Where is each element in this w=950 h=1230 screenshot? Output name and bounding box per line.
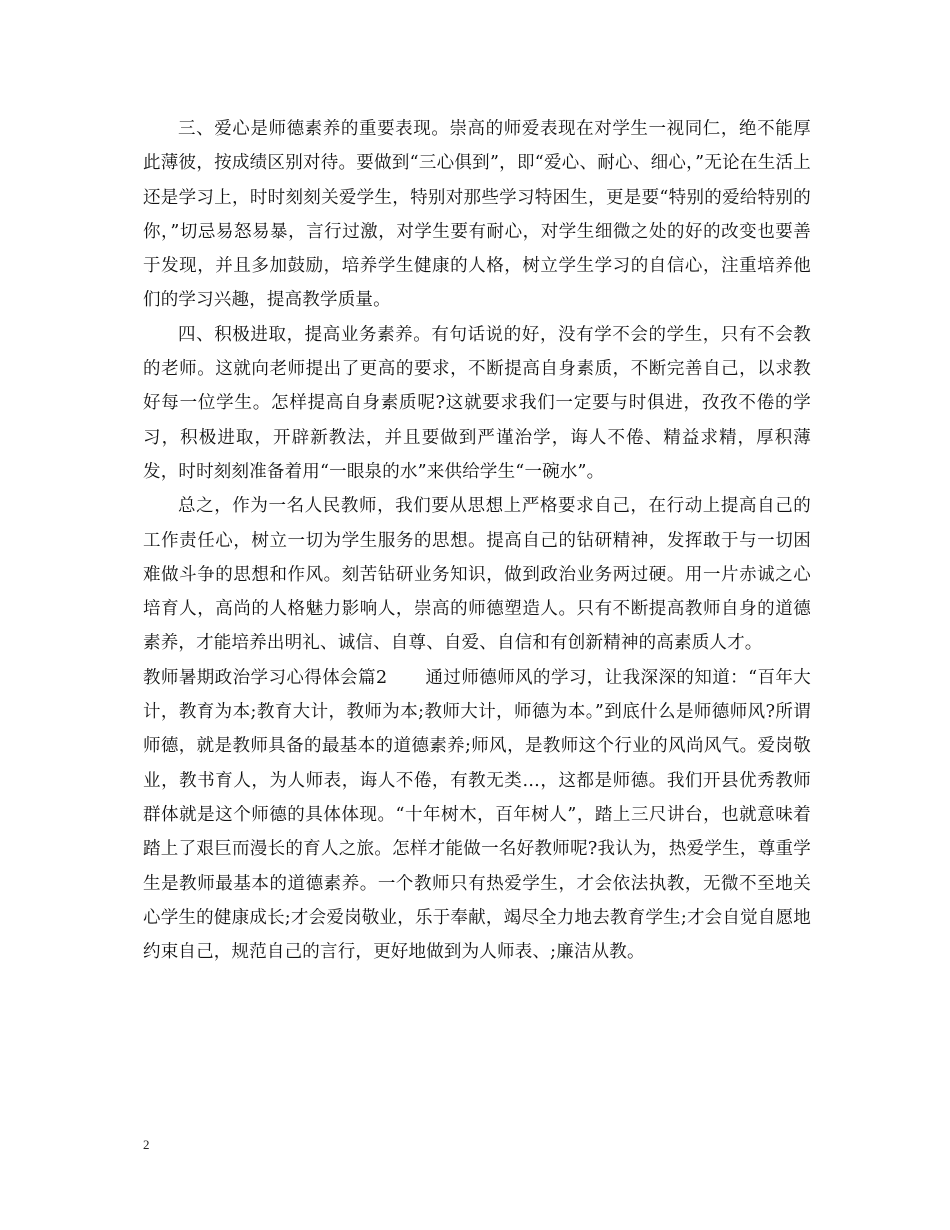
paragraph-section-2 xyxy=(143,661,811,970)
paragraph-progress: 四、积极进取，提高业务素养。有句话说的好，没有学不会的学生，只有不会教的老师。这就向老师提出了更高的要求，不断提高自身素质，不断完善自己，以求教好每一位学生。怎样提高自身素质呢?这就要求我们一定要与时俱进，孜孜不倦的学习，积极进取，开辟新教法，并且要做到严谨治学，诲人不倦、精益求精，厚积薄发，时时刻刻准备着用“一眼泉的水”来供给学生“一碗水”。 xyxy=(143,324,811,482)
paragraph-love: 三、爱心是师德素养的重要表现。崇高的师爱表现在对学生一视同仁，绝不能厚此薄彼，按成绩区别对待。要做到“三心俱到”，即“爱心、耐心、细心，”无论在生活上还是学习上，时时刻刻关爱学生，特别对那些学习特困生，更是要“特别的爱给特别的你，”切忌易怒易暴，言行过激，对学生要有耐心，对学生细微之处的好的改变也要善于发现，并且多加鼓励，培养学生健康的人格，树立学生学习的自信心，注重培养他们的学习兴趣，提高教学质量。 xyxy=(143,119,811,311)
document-body xyxy=(143,112,811,969)
paragraph-conclusion: 总之，作为一名人民教师，我们要从思想上严格要求自己，在行动上提高自己的工作责任心，树立一切为学生服务的思想。提高自己的钻研精神，发挥敢于与一切困难做斗争的思想和作风。刻苦钻研业务知识，做到政治业务两过硬。用一片赤诚之心培育人，高尚的人格魅力影响人，崇高的师德塑造人。只有不断提高教师自身的道德素养，才能培养出明礼、诚信、自尊、自爱、自信和有创新精神的高素质人才。 xyxy=(143,496,811,654)
page-number: 2 xyxy=(143,1137,150,1152)
section-title: 教师暑期政治学习心得体会篇2 xyxy=(143,667,388,688)
section-body: 通过师德师风的学习，让我深深的知道：“百年大计，教育为本;教育大计，教师为本;教师大计，师德为本。”到底什么是师德师风?所谓师德，就是教师具备的最基本的道德素养;师风，是教师这个行业的风尚风气。爱岗敬业，教书育人，为人师表，诲人不倦，有教无类…，这都是师德。我们开县优秀教师群体就是这个师德的具体体现。“十年树木，百年树人”，踏上三尺讲台，也就意味着踏上了艰巨而漫长的育人之旅。怎样才能做一名好教师呢?我认为，热爱学生，尊重学生是教师最基本的道德素养。一个教师只有热爱学生，才会依法执教，无微不至地关心学生的健康成长;才会爱岗敬业，乐于奉献，竭尽全力地去教育学生;才会自觉自愿地约束自己，规范自己的言行，更好地做到为人师表、;廉洁从教。 xyxy=(143,667,811,963)
